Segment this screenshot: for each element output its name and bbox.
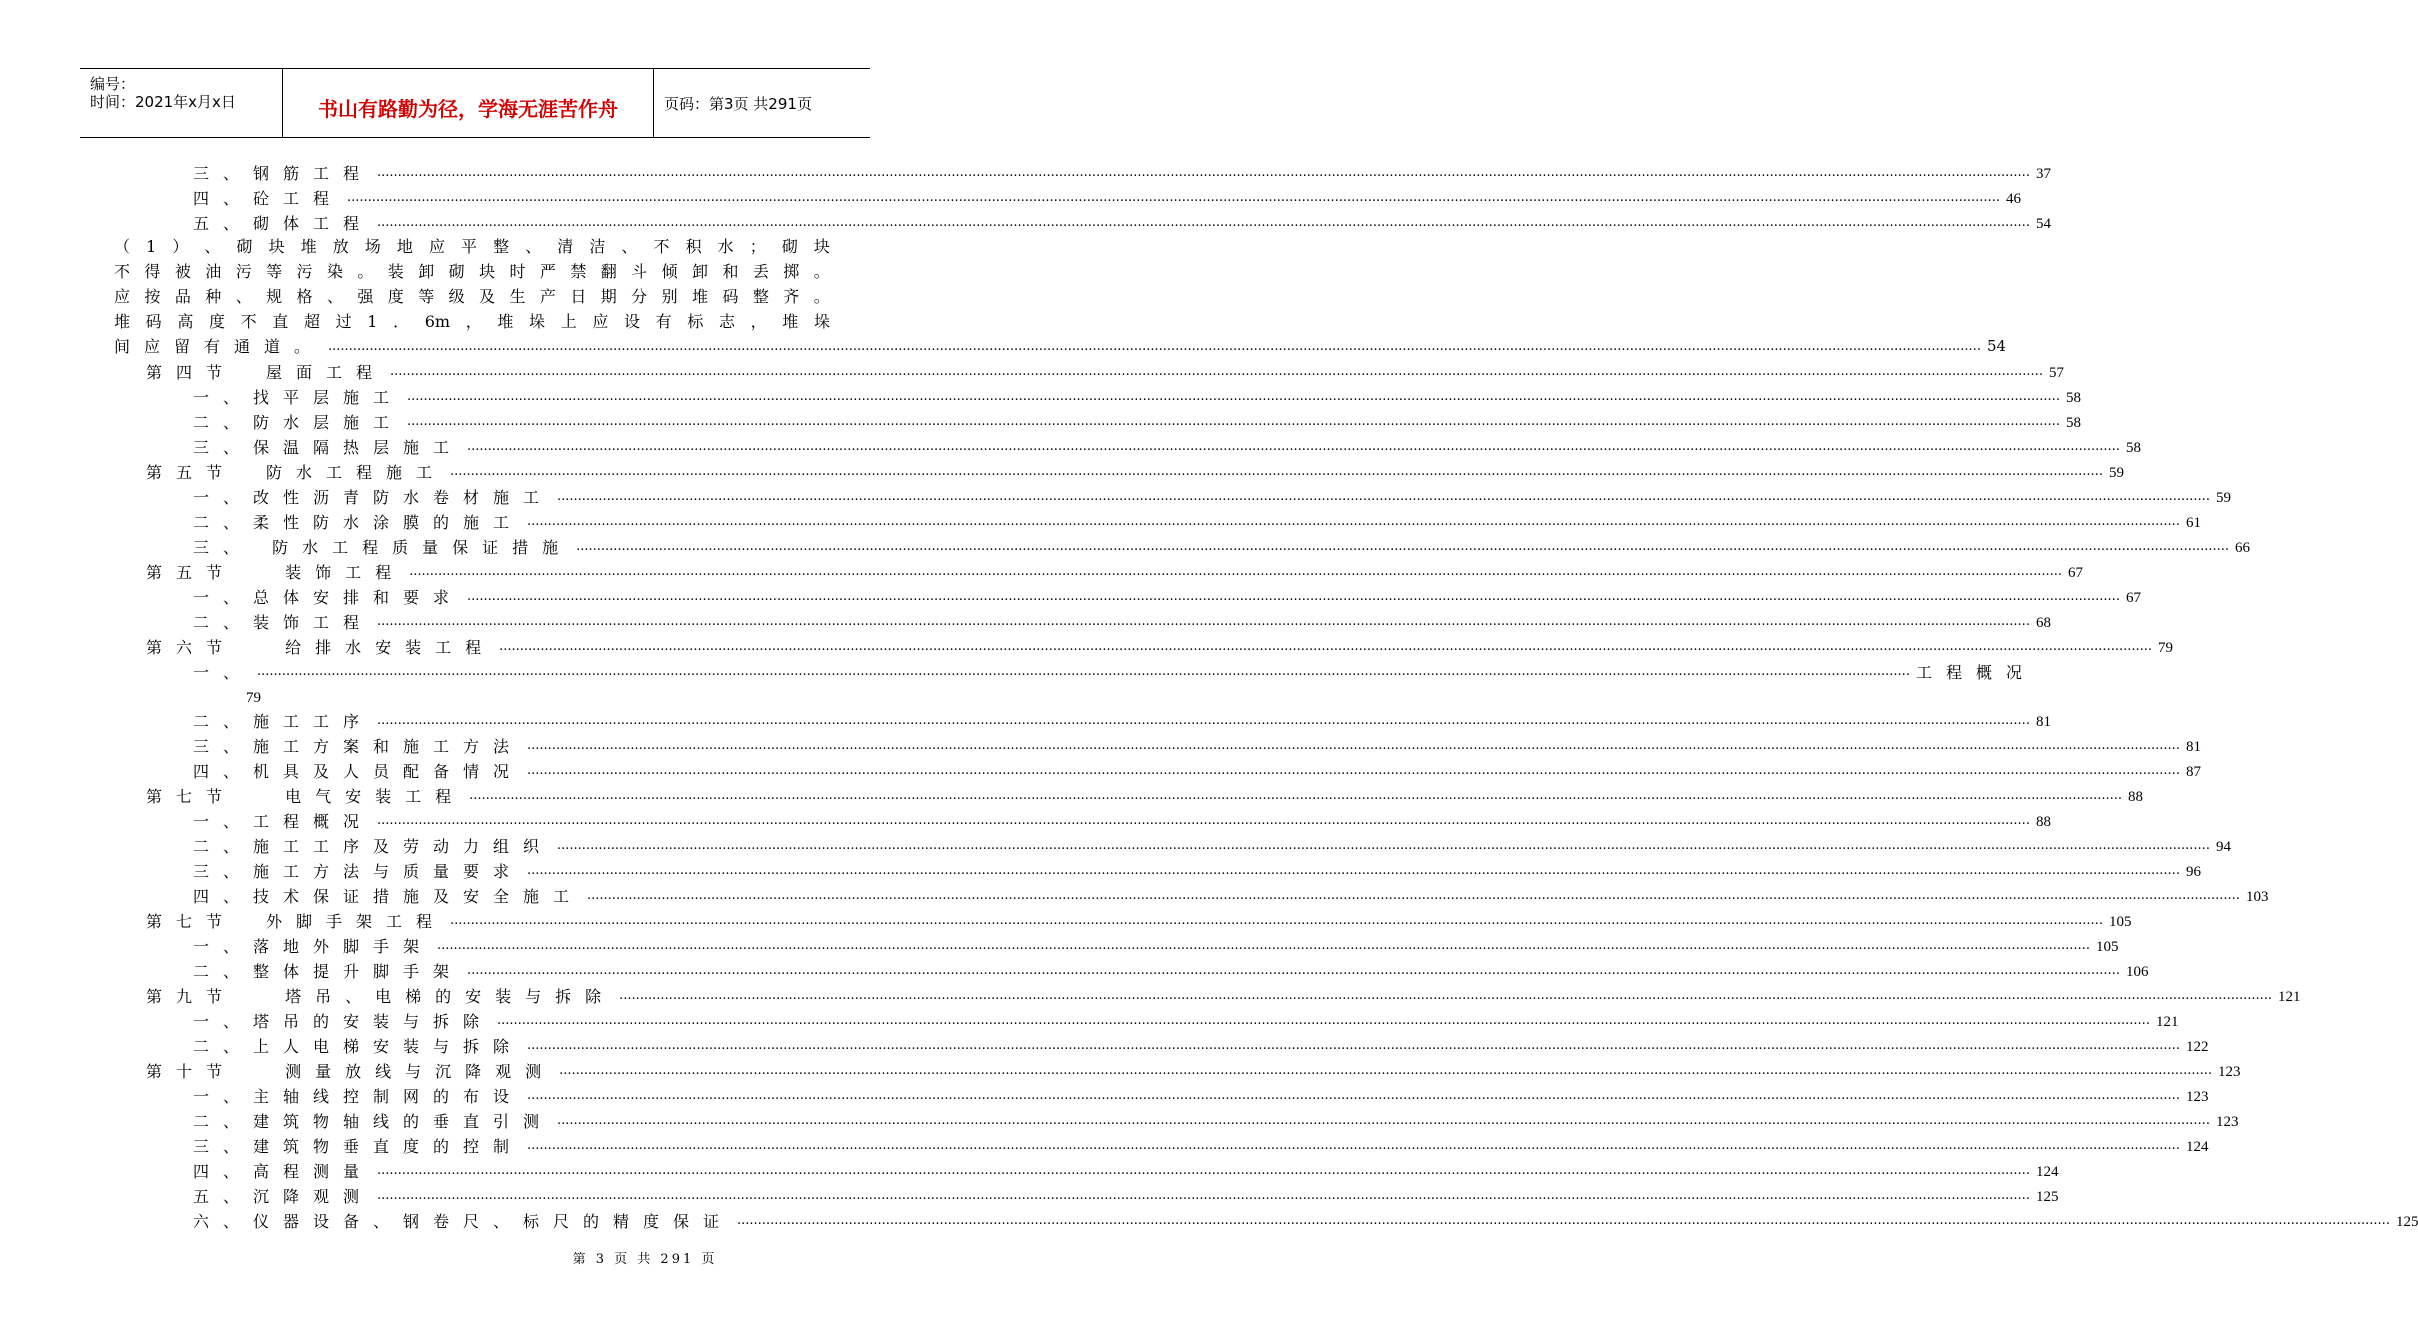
- paragraph-line: 堆 码 高 度 不 直 超 过 1 ． 6m ， 堆 垛 上 应 设 有 标 志 ， 堆 垛: [114, 312, 830, 331]
- toc-section-row[interactable]: [146, 359, 2064, 383]
- toc-page-number: 66: [2235, 540, 2251, 556]
- leader-dots: ................................................................................................................................................................................................................................................................................................................................................................................................................: [328, 339, 1981, 354]
- toc-title: 一、落地外脚手架: [193, 937, 434, 956]
- toc-section-row[interactable]: [146, 908, 2132, 932]
- toc-page-number: 88: [2128, 789, 2144, 805]
- toc-title: 第七节 电气安装工程: [146, 787, 466, 806]
- toc-title: 四、技术保证措施及安全施工: [193, 887, 584, 906]
- leader-dots: ................................................................................................................................................................................................................................................................................................................................................................................................................: [527, 738, 2180, 753]
- toc-item-row[interactable]: [193, 484, 2231, 508]
- toc-title: 第六节 给排水安装工程: [146, 638, 496, 657]
- toc-title: 三、建筑物垂直度的控制: [193, 1137, 524, 1156]
- toc-item-row[interactable]: [193, 434, 2141, 458]
- toc-item-row[interactable]: [193, 160, 2051, 184]
- toc-title: 一、: [193, 663, 254, 682]
- toc-page-number: 124: [2185, 1139, 2209, 1155]
- toc-item-row[interactable]: [193, 958, 2149, 982]
- leader-dots: ................................................................................................................................................................................................................................................................................................................................................................................................................: [437, 938, 2090, 953]
- page-footer: 第 3 页 共 291 页: [572, 1252, 718, 1267]
- toc-item-row[interactable]: [193, 384, 2081, 408]
- toc-page-number: 57: [2048, 365, 2064, 381]
- toc-item-row[interactable]: [193, 1108, 2239, 1132]
- leader-dots: ................................................................................................................................................................................................................................................................................................................................................................................................................: [377, 1163, 2030, 1178]
- toc-item-row[interactable]: [193, 858, 2201, 882]
- leader-dots: ................................................................................................................................................................................................................................................................................................................................................................................................................: [557, 838, 2210, 853]
- toc-page-wrap: [246, 684, 261, 708]
- toc-item-row[interactable]: [193, 933, 2119, 957]
- toc-title-trailing: 工程概况: [1915, 663, 2036, 682]
- toc-title: 三、施工方法与质量要求: [193, 862, 524, 881]
- leader-dots: ................................................................................................................................................................................................................................................................................................................................................................................................................: [527, 514, 2180, 529]
- toc-page-number: 58: [2125, 440, 2141, 456]
- toc-item-row[interactable]: [193, 509, 2201, 533]
- toc-title: 二、施工工序: [193, 712, 374, 731]
- toc-page-number: 124: [2035, 1164, 2059, 1180]
- paragraph-line: （ 1 ） 、 砌 块 堆 放 场 地 应 平 整 、 清 洁 、 不 积 水 ； 砌 块: [114, 237, 830, 256]
- toc-page-number: 103: [2245, 889, 2269, 905]
- toc-title: 四、高程测量: [193, 1162, 374, 1181]
- leader-dots: ................................................................................................................................................................................................................................................................................................................................................................................................................: [377, 165, 2030, 180]
- toc-title: 一、找平层施工: [193, 388, 404, 407]
- leader-dots: ................................................................................................................................................................................................................................................................................................................................................................................................................: [557, 1113, 2210, 1128]
- toc-page-number: 58: [2065, 415, 2081, 431]
- toc-title: 第七节 外脚手架工程: [146, 912, 447, 931]
- toc-page-number: 81: [2035, 714, 2051, 730]
- toc-title: 五、砌体工程: [193, 214, 374, 233]
- leader-dots: ................................................................................................................................................................................................................................................................................................................................................................................................................: [347, 190, 2000, 205]
- toc-page-number: 54: [2035, 216, 2051, 232]
- header-page-cell: [654, 69, 870, 137]
- toc-page-number: 61: [2185, 515, 2201, 531]
- toc-page-number: 96: [2185, 864, 2201, 880]
- toc-title: 第五节 装饰工程: [146, 563, 406, 582]
- toc-item-row[interactable]: [193, 210, 2051, 234]
- paragraph-last-line: [114, 334, 2007, 359]
- toc-page-number: 37: [2035, 166, 2051, 182]
- toc-title: 五、沉降观测: [193, 1187, 374, 1206]
- toc-title: 六、仪器设备、钢卷尺、标尺的精度保证: [193, 1212, 734, 1231]
- toc-item-row[interactable]: [193, 1158, 2059, 1182]
- toc-item-row[interactable]: [193, 409, 2081, 433]
- toc-title: 四、砼工程: [193, 189, 344, 208]
- toc-item-row[interactable]: [193, 1208, 2418, 1232]
- toc-page-number: 87: [2185, 764, 2201, 780]
- toc-title: 第十节 测量放线与沉降观测: [146, 1062, 556, 1081]
- toc-item-row[interactable]: [193, 1033, 2209, 1057]
- toc-section-row[interactable]: [146, 983, 2301, 1007]
- toc-title: 二、装饰工程: [193, 613, 374, 632]
- toc-item-row[interactable]: [193, 758, 2201, 782]
- toc-item-row[interactable]: [193, 185, 2021, 209]
- toc-item-row[interactable]: [193, 708, 2051, 732]
- leader-dots: ................................................................................................................................................................................................................................................................................................................................................................................................................: [497, 1013, 2150, 1028]
- toc-title: 二、施工工序及劳动力组织: [193, 837, 554, 856]
- leader-dots: ................................................................................................................................................................................................................................................................................................................................................................................................................: [377, 813, 2030, 828]
- toc-title: 二、上人电梯安装与拆除: [193, 1037, 524, 1056]
- toc-page-number: 125: [2395, 1214, 2418, 1230]
- page-info: 页码：第3页 共291页: [664, 95, 812, 113]
- toc-title: 三、施工方案和施工方法: [193, 737, 524, 756]
- leader-dots: ................................................................................................................................................................................................................................................................................................................................................................................................................: [467, 963, 2120, 978]
- toc-page-number: 81: [2185, 739, 2201, 755]
- toc-section-row[interactable]: [146, 559, 2084, 583]
- motto: 书山有路勤为径，学海无涯苦作舟: [318, 97, 618, 121]
- toc-section-row[interactable]: [146, 634, 2174, 658]
- serial-label: 编号：: [90, 75, 136, 93]
- toc-title: 第四节 屋面工程: [146, 363, 387, 382]
- toc-item-row[interactable]: [193, 733, 2201, 757]
- toc-page-number: 67: [2125, 590, 2141, 606]
- toc-title: 二、防水层施工: [193, 413, 404, 432]
- toc-page-number: 68: [2035, 615, 2051, 631]
- toc-title: 二、柔性防水涂膜的施工: [193, 513, 524, 532]
- toc-item-row[interactable]: [193, 609, 2051, 633]
- leader-dots: ................................................................................................................................................................................................................................................................................................................................................................................................................: [527, 763, 2180, 778]
- leader-dots: ................................................................................................................................................................................................................................................................................................................................................................................................................: [559, 1063, 2213, 1078]
- leader-dots: ................................................................................................................................................................................................................................................................................................................................................................................................................: [257, 664, 1910, 679]
- toc-page-number: 58: [2065, 390, 2081, 406]
- toc-page-number: 59: [2108, 465, 2124, 481]
- toc-item-row[interactable]: [193, 1133, 2209, 1157]
- leader-dots: ................................................................................................................................................................................................................................................................................................................................................................................................................: [377, 614, 2030, 629]
- toc-page-number: 46: [2005, 191, 2021, 207]
- toc-item-row[interactable]: [193, 808, 2051, 832]
- leader-dots: ................................................................................................................................................................................................................................................................................................................................................................................................................: [527, 1088, 2180, 1103]
- toc-page-number: 105: [2095, 939, 2119, 955]
- toc-page-number: 79: [246, 690, 261, 706]
- leader-dots: ................................................................................................................................................................................................................................................................................................................................................................................................................: [377, 1188, 2030, 1203]
- toc-item-row[interactable]: [193, 833, 2231, 857]
- leader-dots: ................................................................................................................................................................................................................................................................................................................................................................................................................: [587, 888, 2240, 903]
- toc-title: 一、主轴线控制网的布设: [193, 1087, 524, 1106]
- toc-section-row[interactable]: [146, 1058, 2241, 1082]
- leader-dots: ................................................................................................................................................................................................................................................................................................................................................................................................................: [390, 364, 2043, 379]
- toc-title: 三、保温隔热层施工: [193, 438, 464, 457]
- page-header: [80, 68, 870, 138]
- toc-paragraph: [114, 234, 2007, 359]
- toc-item-row[interactable]: [193, 1008, 2179, 1032]
- leader-dots: ................................................................................................................................................................................................................................................................................................................................................................................................................: [407, 414, 2060, 429]
- toc-page-number: 121: [2278, 989, 2301, 1005]
- header-motto-cell: [283, 69, 654, 137]
- leader-dots: ................................................................................................................................................................................................................................................................................................................................................................................................................: [576, 539, 2230, 554]
- toc-page-number: 79: [2158, 640, 2174, 656]
- toc-title: 三、 防水工程质量保证措施: [193, 538, 573, 557]
- leader-dots: ................................................................................................................................................................................................................................................................................................................................................................................................................: [409, 564, 2063, 579]
- leader-dots: ................................................................................................................................................................................................................................................................................................................................................................................................................: [527, 863, 2180, 878]
- paragraph-line: 应 按 品 种 、 规 格 、 强 度 等 级 及 生 产 日 期 分 别 堆 码 整 齐 。: [114, 287, 830, 306]
- leader-dots: ................................................................................................................................................................................................................................................................................................................................................................................................................: [450, 464, 2103, 479]
- toc-page-number: 121: [2155, 1014, 2179, 1030]
- toc-title: 第五节 防水工程施工: [146, 463, 447, 482]
- toc-title: 一、改性沥青防水卷材施工: [193, 488, 554, 507]
- toc-title: 一、工程概况: [193, 812, 374, 831]
- toc-page-number: 59: [2215, 490, 2231, 506]
- toc-title: 二、整体提升脚手架: [193, 962, 464, 981]
- toc-item-row[interactable]: [193, 1083, 2209, 1107]
- toc-page-number: 105: [2108, 914, 2132, 930]
- toc-title: 二、建筑物轴线的垂直引测: [193, 1112, 554, 1131]
- leader-dots: ................................................................................................................................................................................................................................................................................................................................................................................................................: [619, 988, 2273, 1003]
- toc-item-row[interactable]: [193, 659, 2036, 683]
- toc-page-number: 123: [2218, 1064, 2241, 1080]
- leader-dots: ................................................................................................................................................................................................................................................................................................................................................................................................................: [407, 389, 2060, 404]
- toc-item-row[interactable]: [193, 584, 2141, 608]
- toc-page-number: 123: [2215, 1114, 2239, 1130]
- time-label: 时间：2021年x月x日: [90, 93, 236, 111]
- leader-dots: ................................................................................................................................................................................................................................................................................................................................................................................................................: [467, 589, 2120, 604]
- header-meta-cell: [80, 69, 283, 137]
- leader-dots: ................................................................................................................................................................................................................................................................................................................................................................................................................: [467, 439, 2120, 454]
- toc-section-row[interactable]: [146, 783, 2144, 807]
- paragraph-page-number: 54: [1986, 337, 2007, 355]
- toc-page-number: 106: [2125, 964, 2149, 980]
- leader-dots: ................................................................................................................................................................................................................................................................................................................................................................................................................: [450, 913, 2103, 928]
- toc-page-number: 123: [2185, 1089, 2209, 1105]
- leader-dots: ................................................................................................................................................................................................................................................................................................................................................................................................................: [557, 489, 2210, 504]
- toc-page-number: 122: [2185, 1039, 2209, 1055]
- toc-title: 一、塔吊的安装与拆除: [193, 1012, 494, 1031]
- leader-dots: ................................................................................................................................................................................................................................................................................................................................................................................................................: [377, 713, 2030, 728]
- toc-page-number: 94: [2215, 839, 2231, 855]
- leader-dots: ................................................................................................................................................................................................................................................................................................................................................................................................................: [737, 1213, 2390, 1228]
- leader-dots: ................................................................................................................................................................................................................................................................................................................................................................................................................: [377, 215, 2030, 230]
- paragraph-line-text: 间应留有通道。: [114, 337, 325, 356]
- toc-title: 第九节 塔吊、电梯的安装与拆除: [146, 987, 616, 1006]
- toc-section-row[interactable]: [146, 459, 2124, 483]
- leader-dots: ................................................................................................................................................................................................................................................................................................................................................................................................................: [527, 1038, 2180, 1053]
- toc-title: 一、总体安排和要求: [193, 588, 464, 607]
- toc-title: 三、钢筋工程: [193, 164, 374, 183]
- toc-item-row[interactable]: [193, 1183, 2059, 1207]
- toc-item-row[interactable]: [193, 883, 2269, 907]
- toc-page-number: 67: [2068, 565, 2084, 581]
- leader-dots: ................................................................................................................................................................................................................................................................................................................................................................................................................: [499, 639, 2153, 654]
- leader-dots: ................................................................................................................................................................................................................................................................................................................................................................................................................: [469, 788, 2123, 803]
- paragraph-line: 不 得 被 油 污 等 污 染 。 装 卸 砌 块 时 严 禁 翻 斗 倾 卸 和 丢 掷 。: [114, 262, 830, 281]
- leader-dots: ................................................................................................................................................................................................................................................................................................................................................................................................................: [527, 1138, 2180, 1153]
- toc-page-number: 88: [2035, 814, 2051, 830]
- toc-item-row[interactable]: [193, 534, 2251, 558]
- toc-page-number: 125: [2035, 1189, 2059, 1205]
- toc-title: 四、机具及人员配备情况: [193, 762, 524, 781]
